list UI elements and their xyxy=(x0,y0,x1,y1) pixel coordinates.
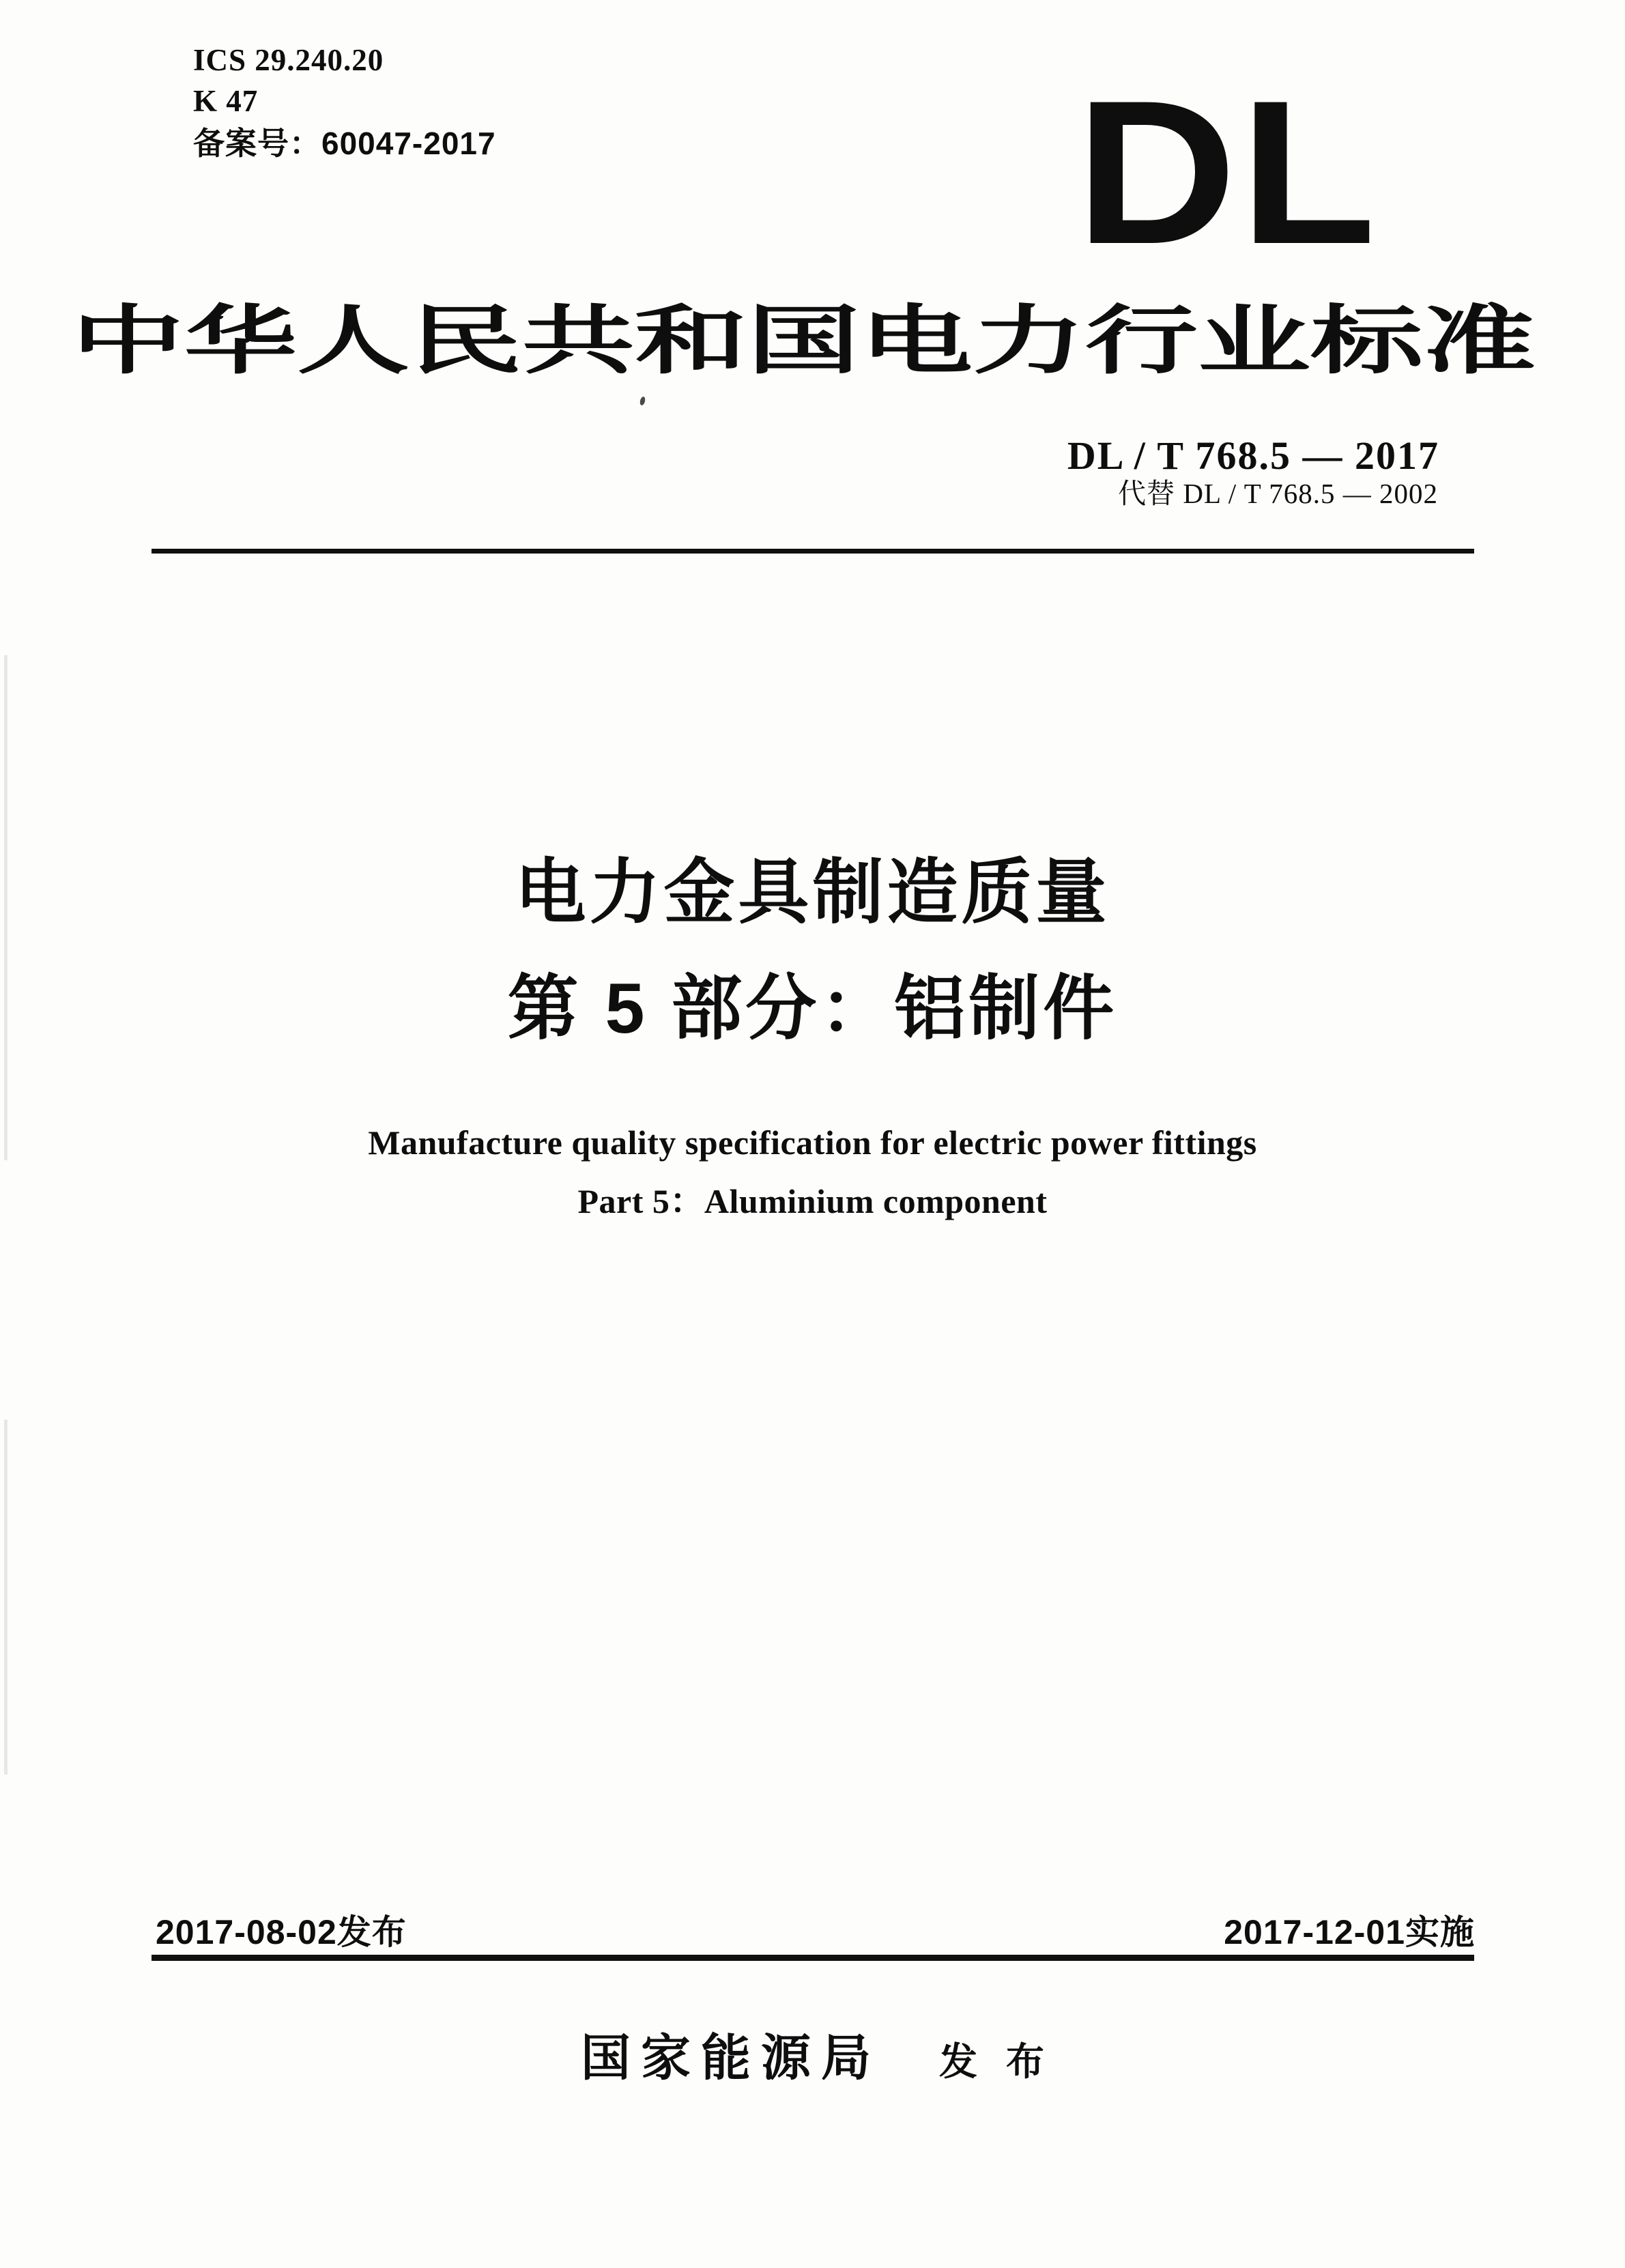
classification-code: K 47 xyxy=(193,84,259,118)
scan-speck xyxy=(639,396,646,405)
publisher-name: 国家能源局 xyxy=(581,2030,881,2086)
title-en-line1: Manufacture quality specification for electric power fittings xyxy=(368,1123,1257,1162)
scan-edge-streak xyxy=(4,1420,8,1775)
standard-number: DL / T 768.5 — 2017 xyxy=(1067,433,1439,478)
bottom-rule xyxy=(152,1955,1474,1961)
publish-action-label: 发 布 xyxy=(939,2041,1054,2084)
dl-logo: DL xyxy=(1076,57,1379,287)
publisher-row xyxy=(0,2030,1625,2086)
ics-code: ICS 29.240.20 xyxy=(193,43,384,77)
record-number: 备案号：60047-2017 xyxy=(193,126,496,161)
implementation-date: 2017-12-01实施 xyxy=(1224,1913,1475,1951)
meta-block xyxy=(193,40,496,164)
standard-category-title: 中华人民共和国电力行业标准 xyxy=(71,300,1536,383)
superseded-standard: 代替 DL / T 768.5 — 2002 xyxy=(1118,478,1438,509)
issue-date: 2017-08-02发布 xyxy=(156,1913,407,1951)
standard-category-title-row xyxy=(0,300,1625,383)
title-cn-line2: 第 5 部分：铝制件 xyxy=(507,969,1118,1048)
title-cn-line1: 电力金具制造质量 xyxy=(515,853,1110,932)
top-rule xyxy=(152,549,1474,554)
title-en-line2: Part 5：Aluminium component xyxy=(577,1182,1048,1220)
